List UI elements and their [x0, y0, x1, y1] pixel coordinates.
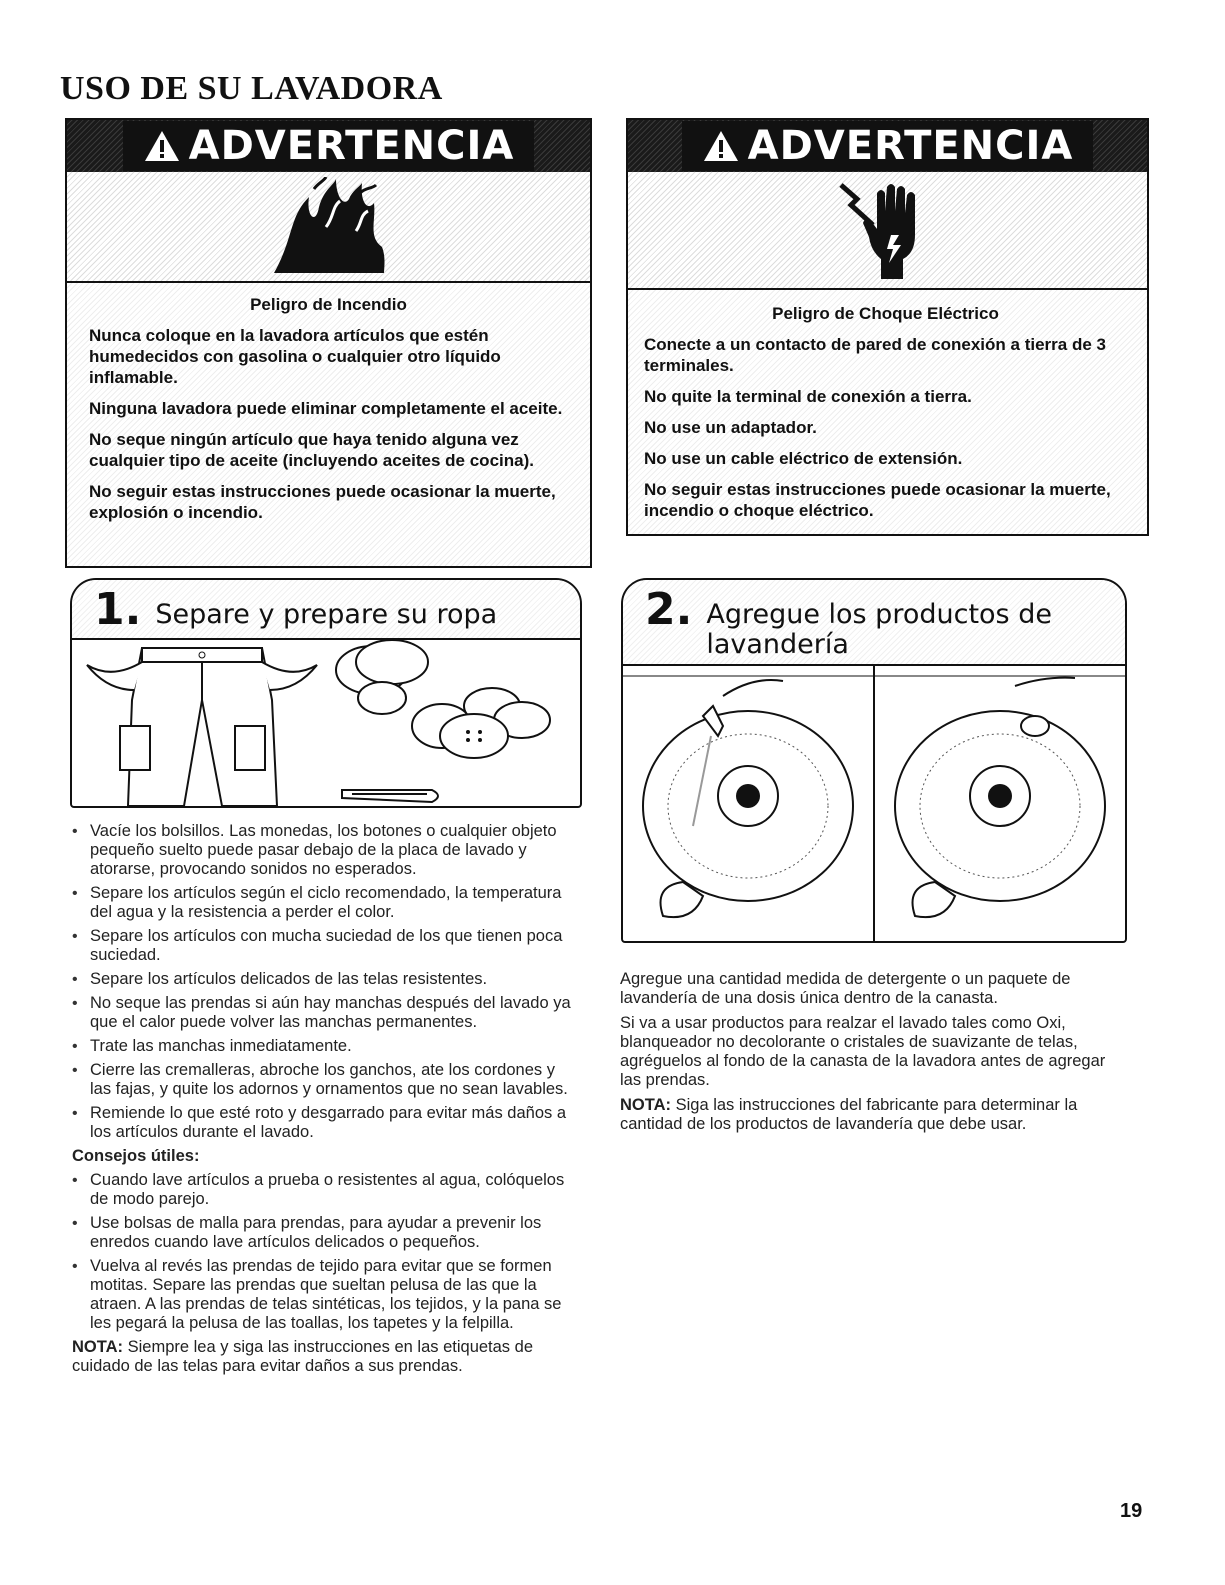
- page-title: USO DE SU LAVADORA: [60, 70, 443, 107]
- list-item: • Cuando lave artículos a prueba o resistentes al agua, colóquelos de modo parejo.: [72, 1171, 572, 1209]
- washer-pod-illustration: [875, 666, 1125, 943]
- fire-warning-box: [65, 118, 592, 568]
- list-item: • Separe los artículos delicados de las telas resistentes.: [72, 970, 572, 989]
- warning-line: No seguir estas instrucciones puede ocasionar la muerte, explosión o incendio.: [89, 482, 556, 522]
- paragraph: Si va a usar productos para realzar el lavado tales como Oxi, blanqueador no decolorante o cristales de suavizante de telas, agréguelos al fondo de la canasta de la lavadora antes de agregar las prendas.: [620, 1014, 1106, 1089]
- list-item: • Cierre las cremalleras, abroche los ganchos, ate los cordones y las fajas, y quite los adornos y ornamentos que no sean lavables.: [72, 1061, 572, 1099]
- warning-line: Conecte a un contacto de pared de conexión a tierra de 3 terminales.: [644, 335, 1106, 375]
- warning-line: Nunca coloque en la lavadora artículos que estén humedecidos con gasolina o cualquier otro líquido inflamable.: [89, 326, 501, 387]
- electric-shock-icon: [833, 175, 943, 285]
- note-text: Siempre lea y siga las instrucciones en las etiquetas de cuidado de las telas para evitar daños a sus prendas.: [72, 1338, 533, 1375]
- pants-and-coins-illustration: [72, 640, 582, 806]
- note-label: NOTA:: [620, 1096, 672, 1114]
- warning-line: No seguir estas instrucciones puede ocasionar la muerte, incendio o choque eléctrico.: [644, 480, 1111, 520]
- list-item: • Use bolsas de malla para prendas, para ayudar a prevenir los enredos cuando lave artículos delicados o pequeños.: [72, 1214, 572, 1252]
- note-text: Siga las instrucciones del fabricante para determinar la cantidad de los productos de lavandería que debe usar.: [620, 1096, 1078, 1133]
- hazard-title: Peligro de Incendio: [250, 295, 407, 314]
- warning-line: No use un cable eléctrico de extensión.: [644, 449, 963, 468]
- paragraph: Agregue una cantidad medida de detergente o un paquete de lavandería de una dosis única dentro de la canasta.: [620, 970, 1071, 1007]
- list-item: • Vuelva al revés las prendas de tejido para evitar que se formen motitas. Separe las prendas que sueltan pelusa de las que la atraen. A las prendas de telas sintéticas, los tejidos, y la pana se les pegará la pelusa de las toallas, los tapetes y la felpilla.: [72, 1257, 572, 1333]
- washer-detergent-illustration: [623, 666, 873, 943]
- tips-list: [72, 1171, 572, 1333]
- alert-triangle-icon: [143, 129, 181, 163]
- step-number: 1.: [94, 584, 142, 635]
- warning-line: Ninguna lavadora puede eliminar completamente el aceite.: [89, 399, 563, 418]
- warning-line: No seque ningún artículo que haya tenido alguna vez cualquier tipo de aceite (incluyendo aceites de cocina).: [89, 430, 534, 470]
- warning-title: ADVERTENCIA: [188, 123, 515, 169]
- fire-icon: [264, 177, 394, 277]
- step-title: Agregue los productos de lavandería: [706, 599, 1052, 660]
- step1-bullet-list: [72, 822, 572, 1142]
- step1-text: [72, 822, 572, 1382]
- list-item: • Vacíe los bolsillos. Las monedas, los botones o cualquier objeto pequeño suelto puede pasar debajo de la placa de lavado y atorarse, provocando sonidos no esperados.: [72, 822, 572, 879]
- hazard-title: Peligro de Choque Eléctrico: [772, 304, 999, 323]
- list-item: • Separe los artículos según el ciclo recomendado, la temperatura del agua y la resistencia a perder el color.: [72, 884, 572, 922]
- list-item: • Trate las manchas inmediatamente.: [72, 1037, 572, 1056]
- warning-line: No use un adaptador.: [644, 418, 817, 437]
- list-item: • Remiende lo que esté roto y desgarrado para evitar más daños a los artículos durante el lavado.: [72, 1104, 572, 1142]
- page-number: 19: [1120, 1500, 1143, 1522]
- list-item: • Separe los artículos con mucha suciedad de los que tienen poca suciedad.: [72, 927, 572, 965]
- warning-header: [628, 120, 1147, 172]
- step1-note: [72, 1338, 572, 1376]
- step-title: Separe y prepare su ropa: [155, 599, 498, 630]
- step2-note: [620, 1096, 1110, 1134]
- warning-title: ADVERTENCIA: [747, 123, 1074, 169]
- tips-heading: Consejos útiles:: [72, 1147, 200, 1165]
- warning-line: No quite la terminal de conexión a tierra.: [644, 387, 972, 406]
- shock-warning-box: [626, 118, 1149, 536]
- alert-triangle-icon: [702, 129, 740, 163]
- step2-text: [620, 970, 1110, 1140]
- warning-header: [67, 120, 590, 172]
- step2-box: [621, 578, 1127, 943]
- note-label: NOTA:: [72, 1338, 124, 1356]
- step-number: 2.: [645, 584, 693, 635]
- list-item: • No seque las prendas si aún hay manchas después del lavado ya que el calor puede volver las manchas permanentes.: [72, 994, 572, 1032]
- step1-box: [70, 578, 582, 808]
